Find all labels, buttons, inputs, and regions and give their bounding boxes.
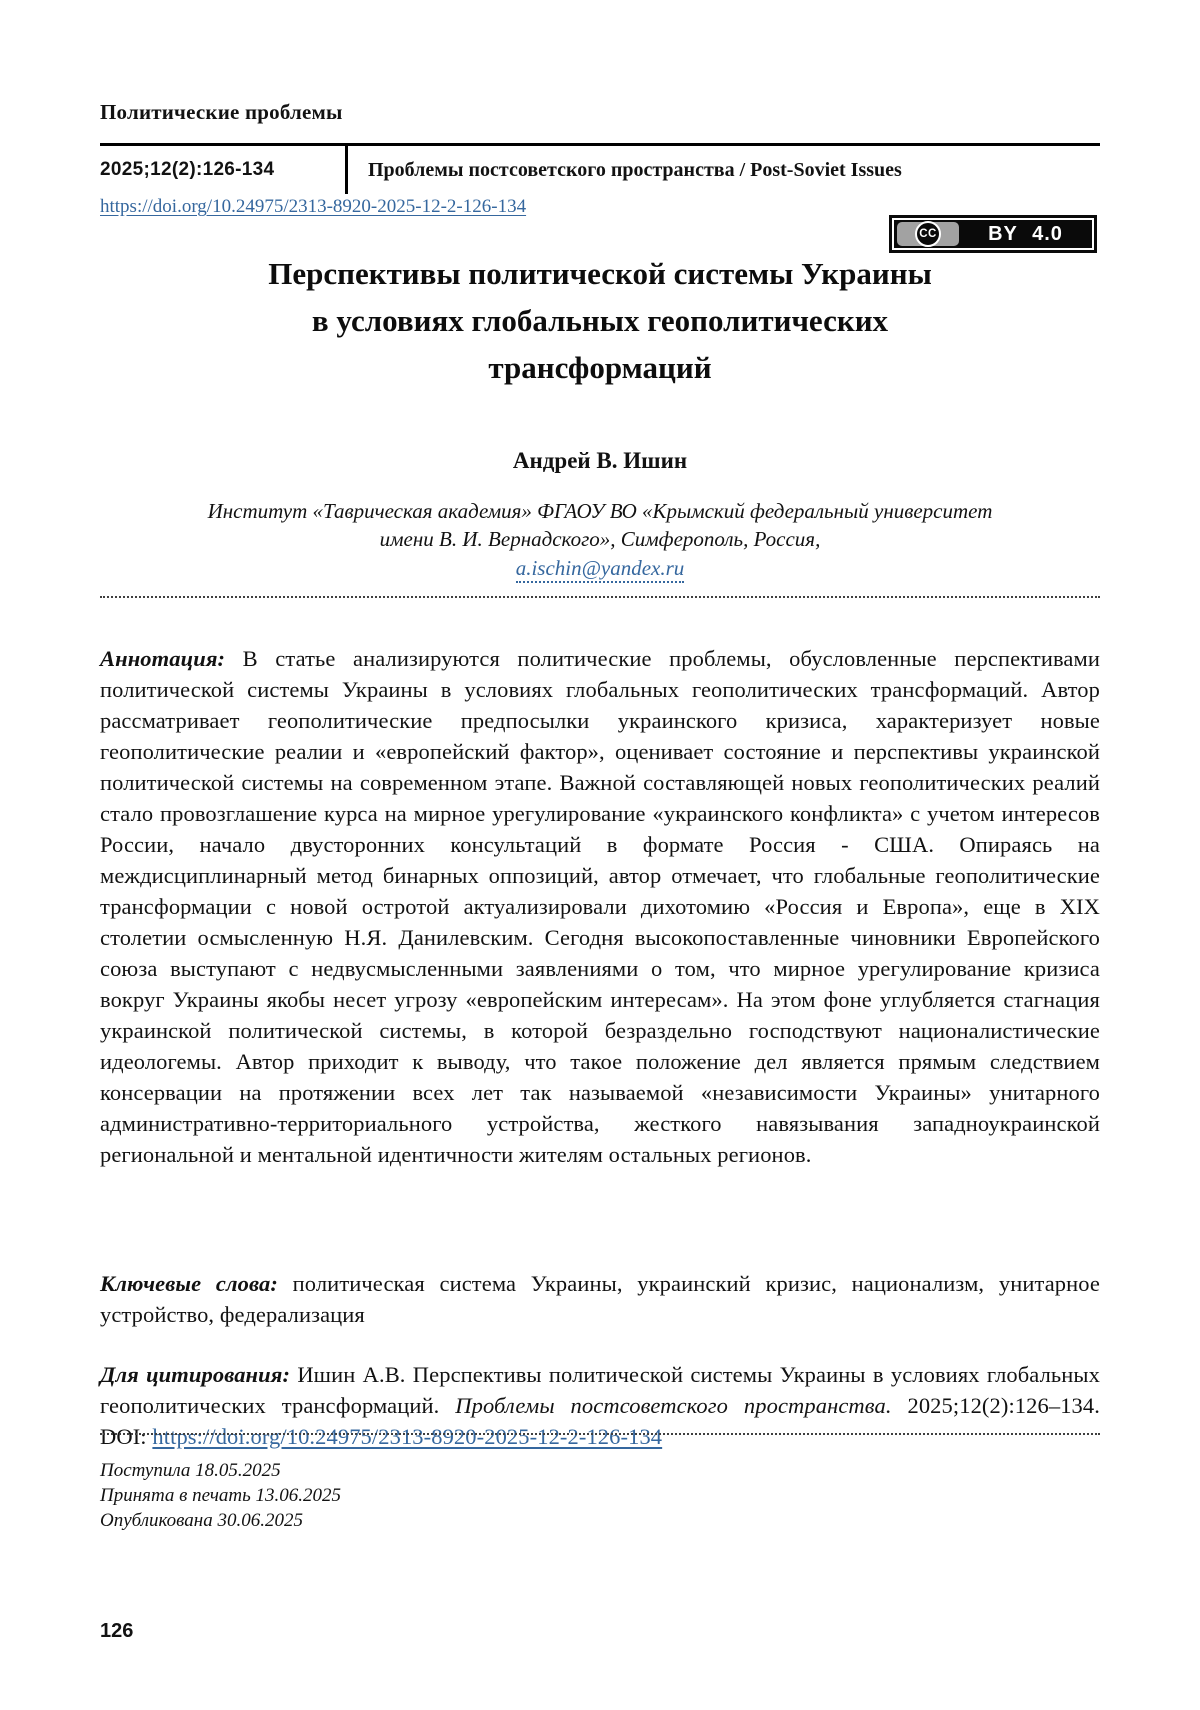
- abstract-label: Аннотация:: [100, 645, 226, 671]
- cc-icon: CC: [915, 221, 941, 247]
- keywords-text: политическая система Украины, украинский кризис, национализм, унитарное устройство, федерализация: [100, 1270, 1100, 1327]
- author-affiliation: [100, 497, 1100, 553]
- cc-license-label: BY 4.0: [988, 222, 1063, 245]
- abstract-paragraph: [100, 643, 1100, 1170]
- dotted-separator-top: [100, 596, 1100, 598]
- journal-header-row: [100, 146, 1100, 194]
- cc-license-badge: [889, 215, 1097, 253]
- title-line-3: трансформаций: [488, 350, 712, 385]
- citation-text-2: 2025;12(2):126–134. DOI:: [100, 1392, 1100, 1449]
- email-row: [100, 556, 1100, 581]
- keywords-paragraph: [100, 1268, 1100, 1330]
- citation-paragraph: [100, 1359, 1100, 1452]
- issue-info: 2025;12(2):126-134: [100, 159, 275, 180]
- affiliation-line-1: Институт «Таврическая академия» ФГАОУ ВО «Крымский федеральный университет: [207, 499, 993, 523]
- date-received: Поступила 18.05.2025: [100, 1460, 281, 1481]
- dotted-separator-bottom: [100, 1433, 1100, 1435]
- keywords-label: Ключевые слова:: [100, 1270, 278, 1296]
- journal-name: Проблемы постсоветского пространства / Post-Soviet Issues: [368, 158, 902, 181]
- citation-label: Для цитирования:: [100, 1361, 291, 1387]
- citation-doi-link[interactable]: https://doi.org/10.24975/2313-8920-2025-12-2-126-134: [152, 1423, 663, 1449]
- title-line-2: в условиях глобальных геополитических: [311, 303, 889, 338]
- doi-link[interactable]: https://doi.org/10.24975/2313-8920-2025-12-2-126-134: [100, 196, 527, 217]
- section-label: Политические проблемы: [100, 100, 343, 124]
- citation-journal-name: Проблемы постсоветского пространства.: [455, 1392, 892, 1418]
- author-email-link[interactable]: a.ischin@yandex.ru: [516, 556, 685, 583]
- date-accepted: Принята в печать 13.06.2025: [100, 1485, 342, 1506]
- date-published: Опубликована 30.06.2025: [100, 1510, 303, 1531]
- citation-text-1: Ишин А.В. Перспективы политической системы Украины в условиях глобальных геополитических трансформаций.: [100, 1361, 1100, 1418]
- title-line-1: Перспективы политической системы Украины: [268, 256, 932, 291]
- affiliation-line-2: имени В. И. Вернадского», Симферополь, Россия,: [379, 527, 821, 551]
- article-dates: [100, 1458, 1100, 1533]
- abstract-text: В статье анализируются политические проблемы, обусловленные перспективами политической системы Украины в условиях глобальных геополитических трансформаций. Автор рассматривает геополитические предпосылки украинского кризиса, характеризует новые геополитические реалии и «европейский фактор», оценивает состояние и перспективы украинской политической системы на современном этапе. Важной составляющей новых геополитических реалий стало провозглашение курса на мирное урегулирование «украинского конфликта» с учетом интересов России, начало двусторонних консультаций в формате Россия - США. Опираясь на междисциплинарный метод бинарных оппозиций, автор отмечает, что глобальные геополитические трансформации с новой остротой актуализировали дихотомию «Россия и Европа», еще в XIX столетии осмысленную Н.Я. Данилевским. Сегодня высокопоставленные чиновники Европейского союза выступают с недвусмысленными заявлениями о том, что мирное урегулирование кризиса вокруг Украины якобы несет угрозу «европейским интересам». На этом фоне углубляется стагнация украинской политической системы, в которой безраздельно господствуют националистические идеологемы. Автор приходит к выводу, что такое положение дел является прямым следствием консервации на протяжении всех лет так называемой «независимости Украины» унитарного административно-территориального устройства, жесткого навязывания западноукраинской региональной и ментальной идентичности жителям остальных регионов.: [100, 645, 1100, 1167]
- page-number: 126: [100, 1620, 134, 1642]
- article-title: [100, 250, 1100, 391]
- author-name: Андрей В. Ишин: [512, 448, 688, 473]
